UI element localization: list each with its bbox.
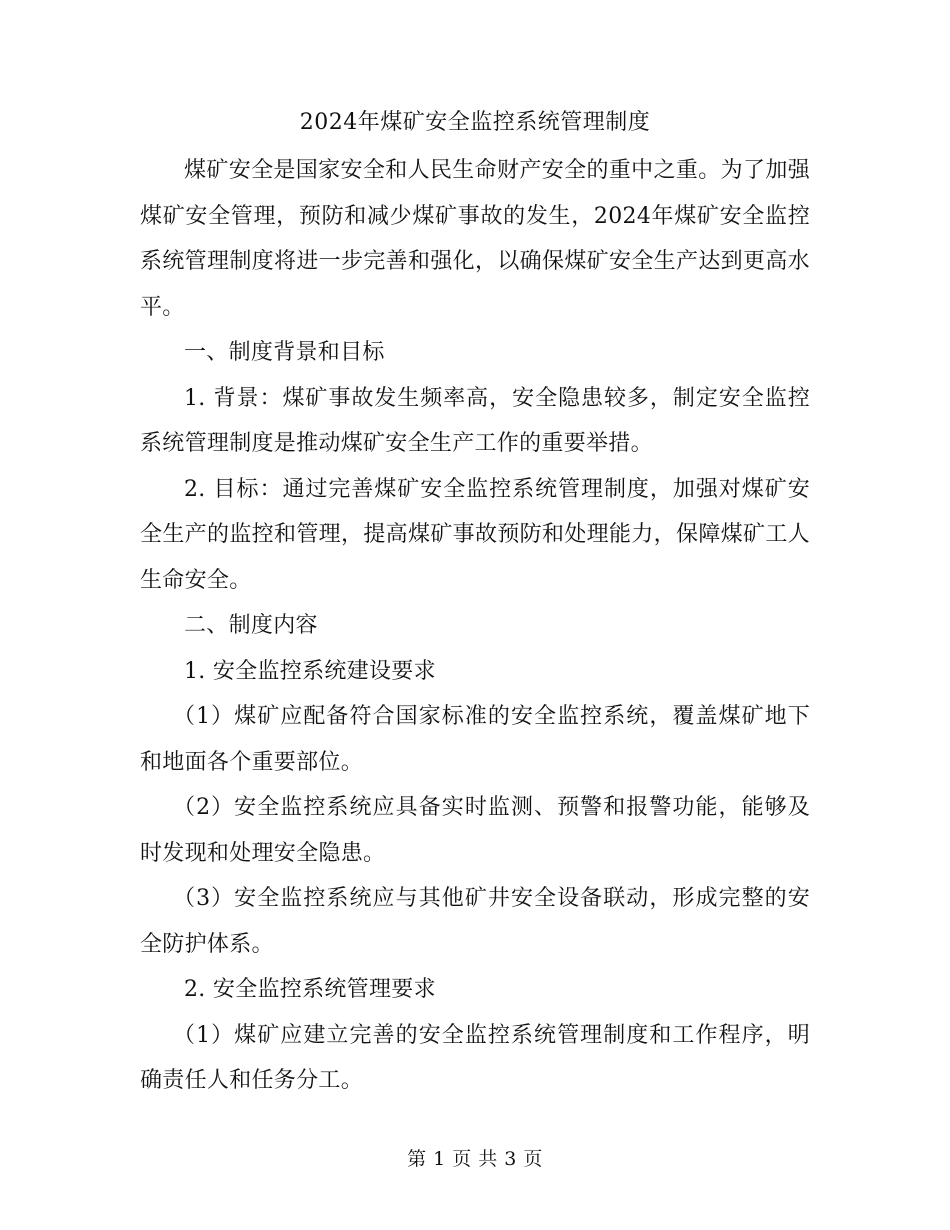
construction-item-3: （3）安全监控系统应与其他矿井安全设备联动，形成完整的安全防护体系。	[140, 886, 810, 957]
construction-item-1: （1）煤矿应配备符合国家标准的安全监控系统，覆盖煤矿地下和地面各个重要部位。	[140, 704, 810, 775]
construction-item-2: （2）安全监控系统应具备实时监测、预警和报警功能，能够及时发现和处理安全隐患。	[140, 795, 810, 866]
subsection-heading-construction: 1. 安全监控系统建设要求	[184, 658, 436, 684]
page-footer: 第 1 页 共 3 页	[407, 1148, 543, 1170]
document-body	[140, 104, 810, 1104]
document-title: 2024年煤矿安全监控系统管理制度	[299, 110, 651, 135]
intro-paragraph: 煤矿安全是国家安全和人民生命财产安全的重中之重。为了加强煤矿安全管理，预防和减少煤矿事故的发生，2024年煤矿安全监控系统管理制度将进一步完善和强化，以确保煤矿安全生产达到更高水平。	[140, 158, 810, 320]
management-item-1: （1）煤矿应建立完善的安全监控系统管理制度和工作程序，明确责任人和任务分工。	[140, 1022, 810, 1093]
goal-paragraph: 2. 目标：通过完善煤矿安全监控系统管理制度，加强对煤矿安全生产的监控和管理，提高煤矿事故预防和处理能力，保障煤矿工人生命安全。	[140, 476, 810, 593]
background-paragraph: 1. 背景：煤矿事故发生频率高，安全隐患较多，制定安全监控系统管理制度是推动煤矿安全生产工作的重要举措。	[140, 385, 810, 456]
section-heading-background: 一、制度背景和目标	[184, 340, 385, 365]
subsection-heading-management: 2. 安全监控系统管理要求	[184, 977, 436, 1002]
section-heading-content: 二、制度内容	[184, 613, 318, 638]
